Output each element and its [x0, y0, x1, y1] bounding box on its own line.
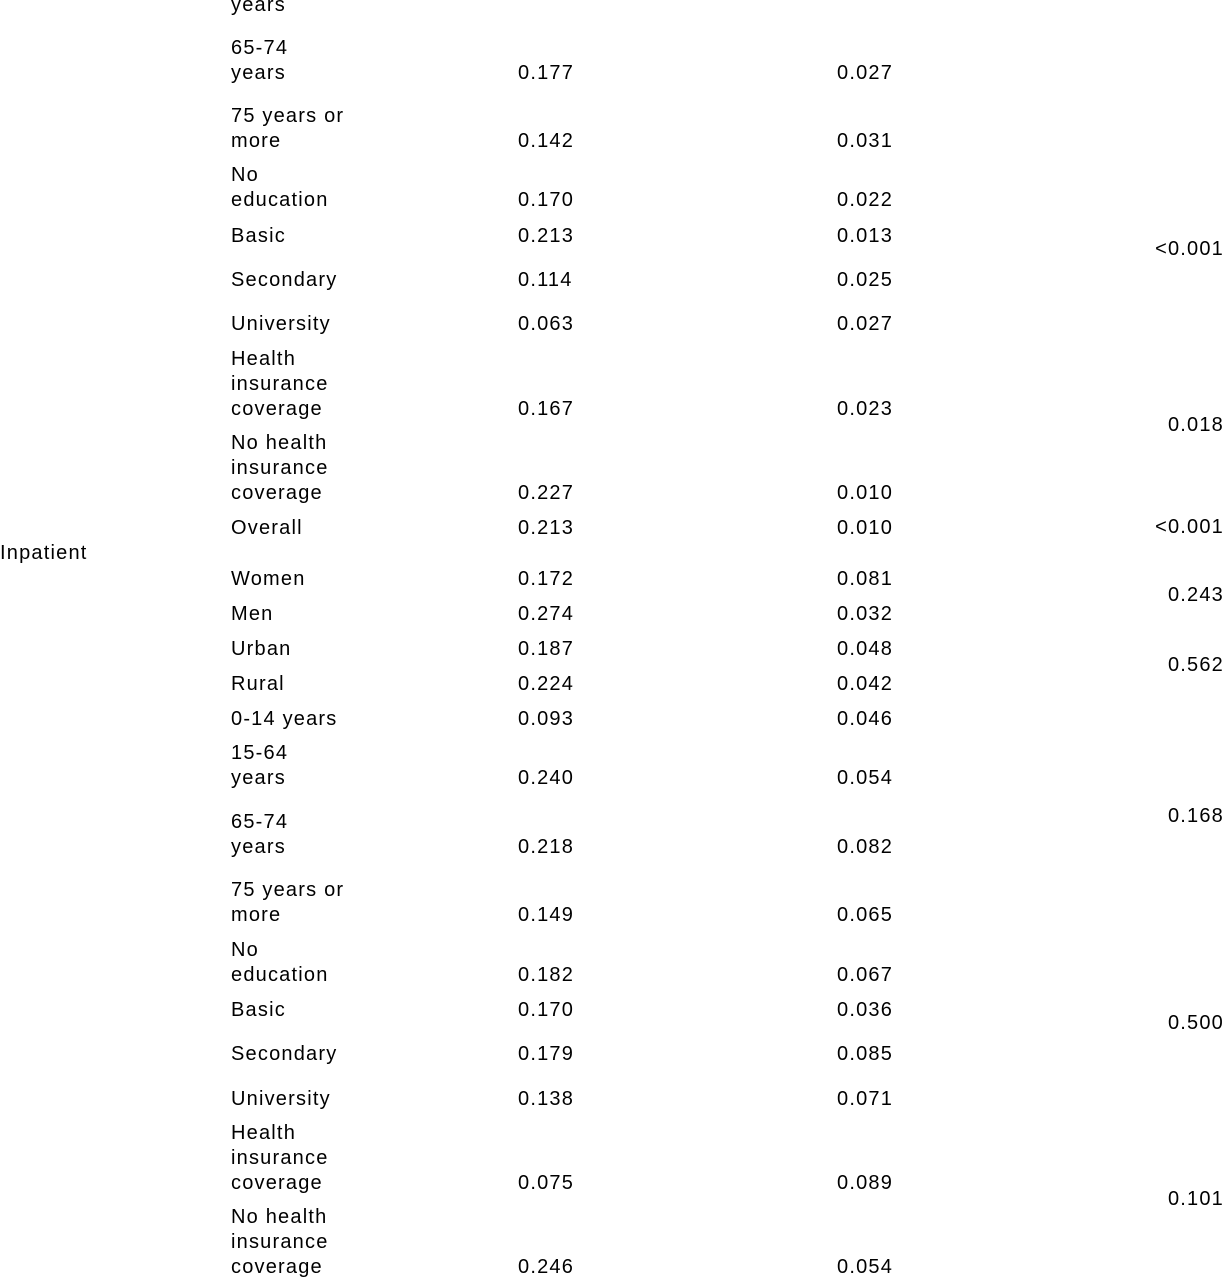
row-label: more: [231, 130, 282, 152]
row-label: Overall: [231, 517, 303, 539]
value-col1-cell: 0.224: [518, 673, 575, 695]
value-col1-cell: 0.240: [518, 767, 575, 789]
value-col1-cell: 0.170: [518, 189, 575, 211]
p-value: 0.168: [1167, 805, 1224, 827]
row-label: No: [231, 164, 259, 186]
row-label: University: [231, 313, 331, 335]
value-col1-cell: 0.218: [518, 836, 575, 858]
p-value: <0.001: [1155, 238, 1224, 260]
row-label: Health: [231, 348, 297, 370]
value-col2-cell: 0.027: [837, 62, 894, 84]
value-col2-cell: 0.022: [837, 189, 894, 211]
row-label: Urban: [231, 638, 292, 660]
value-col2-cell: 0.082: [837, 836, 894, 858]
p-value: <0.001: [1155, 516, 1224, 538]
row-label: 65-74: [231, 811, 289, 833]
value-col2-cell: 0.010: [837, 517, 894, 539]
row-label: more: [231, 904, 282, 926]
row-label: Secondary: [231, 1043, 338, 1065]
row-label: years: [231, 836, 286, 858]
value-col1-cell: 0.172: [518, 568, 575, 590]
section-label: Inpatient: [0, 542, 88, 564]
value-col1-cell: 0.213: [518, 517, 575, 539]
row-label: coverage: [231, 398, 323, 420]
value-col2-cell: 0.010: [837, 482, 894, 504]
row-label: No: [231, 939, 259, 961]
p-value: 0.101: [1167, 1188, 1224, 1210]
value-col1-cell: 0.213: [518, 225, 575, 247]
row-label: education: [231, 189, 329, 211]
value-col1-cell: 0.179: [518, 1043, 575, 1065]
value-col1-cell: 0.167: [518, 398, 575, 420]
value-col1-cell: 0.246: [518, 1256, 575, 1278]
value-col1-cell: 0.063: [518, 313, 575, 335]
value-col2-cell: 0.046: [837, 708, 894, 730]
row-label: insurance: [231, 1231, 329, 1253]
row-label: coverage: [231, 482, 323, 504]
row-label: insurance: [231, 373, 329, 395]
value-col1-cell: 0.170: [518, 999, 575, 1021]
row-label: Basic: [231, 225, 286, 247]
value-col1-cell: 0.182: [518, 964, 575, 986]
row-label: 65-74: [231, 37, 289, 59]
value-col1-cell: 0.114: [518, 269, 573, 291]
p-value: 0.018: [1167, 414, 1224, 436]
row-label: education: [231, 964, 329, 986]
value-col1-cell: 0.075: [518, 1172, 575, 1194]
value-col2-cell: 0.067: [837, 964, 894, 986]
row-label: years: [231, 767, 286, 789]
row-label: coverage: [231, 1256, 323, 1278]
row-label: insurance: [231, 457, 329, 479]
value-col2-cell: 0.031: [837, 130, 894, 152]
row-label: Health: [231, 1122, 297, 1144]
value-col1-cell: 0.093: [518, 708, 575, 730]
value-col2-cell: 0.023: [837, 398, 894, 420]
value-col2-cell: 0.042: [837, 673, 894, 695]
row-label-fragment: years: [231, 0, 286, 16]
row-label: coverage: [231, 1172, 323, 1194]
value-col2-cell: 0.025: [837, 269, 894, 291]
value-col1-cell: 0.274: [518, 603, 575, 625]
value-col1-cell: 0.227: [518, 482, 575, 504]
value-col2-cell: 0.032: [837, 603, 894, 625]
value-col1-cell: 0.142: [518, 130, 575, 152]
row-label: 0-14 years: [231, 708, 338, 730]
row-label: Basic: [231, 999, 286, 1021]
value-col1-cell: 0.149: [518, 904, 575, 926]
row-label: 15-64: [231, 742, 289, 764]
row-label: years: [231, 62, 286, 84]
row-label: 75 years or: [231, 105, 345, 127]
value-col2-cell: 0.071: [837, 1088, 894, 1110]
value-col2-cell: 0.013: [837, 225, 894, 247]
row-label: Rural: [231, 673, 285, 695]
value-col1-cell: 0.187: [518, 638, 575, 660]
p-value: 0.562: [1167, 654, 1224, 676]
row-label: University: [231, 1088, 331, 1110]
value-col1-cell: 0.177: [518, 62, 575, 84]
value-col2-cell: 0.081: [837, 568, 894, 590]
value-col2-cell: 0.027: [837, 313, 894, 335]
row-label: No health: [231, 1206, 328, 1228]
row-label: 75 years or: [231, 879, 345, 901]
row-label: Women: [231, 568, 306, 590]
row-label: Secondary: [231, 269, 338, 291]
value-col1-cell: 0.138: [518, 1088, 575, 1110]
p-value: 0.500: [1167, 1012, 1224, 1034]
row-label: insurance: [231, 1147, 329, 1169]
value-col2-cell: 0.048: [837, 638, 894, 660]
value-col2-cell: 0.065: [837, 904, 894, 926]
value-col2-cell: 0.089: [837, 1172, 894, 1194]
value-col2-cell: 0.085: [837, 1043, 894, 1065]
value-col2-cell: 0.054: [837, 1256, 894, 1278]
p-value: 0.243: [1167, 584, 1224, 606]
value-col2-cell: 0.054: [837, 767, 894, 789]
value-col2-cell: 0.036: [837, 999, 894, 1021]
row-label: No health: [231, 432, 328, 454]
row-label: Men: [231, 603, 274, 625]
